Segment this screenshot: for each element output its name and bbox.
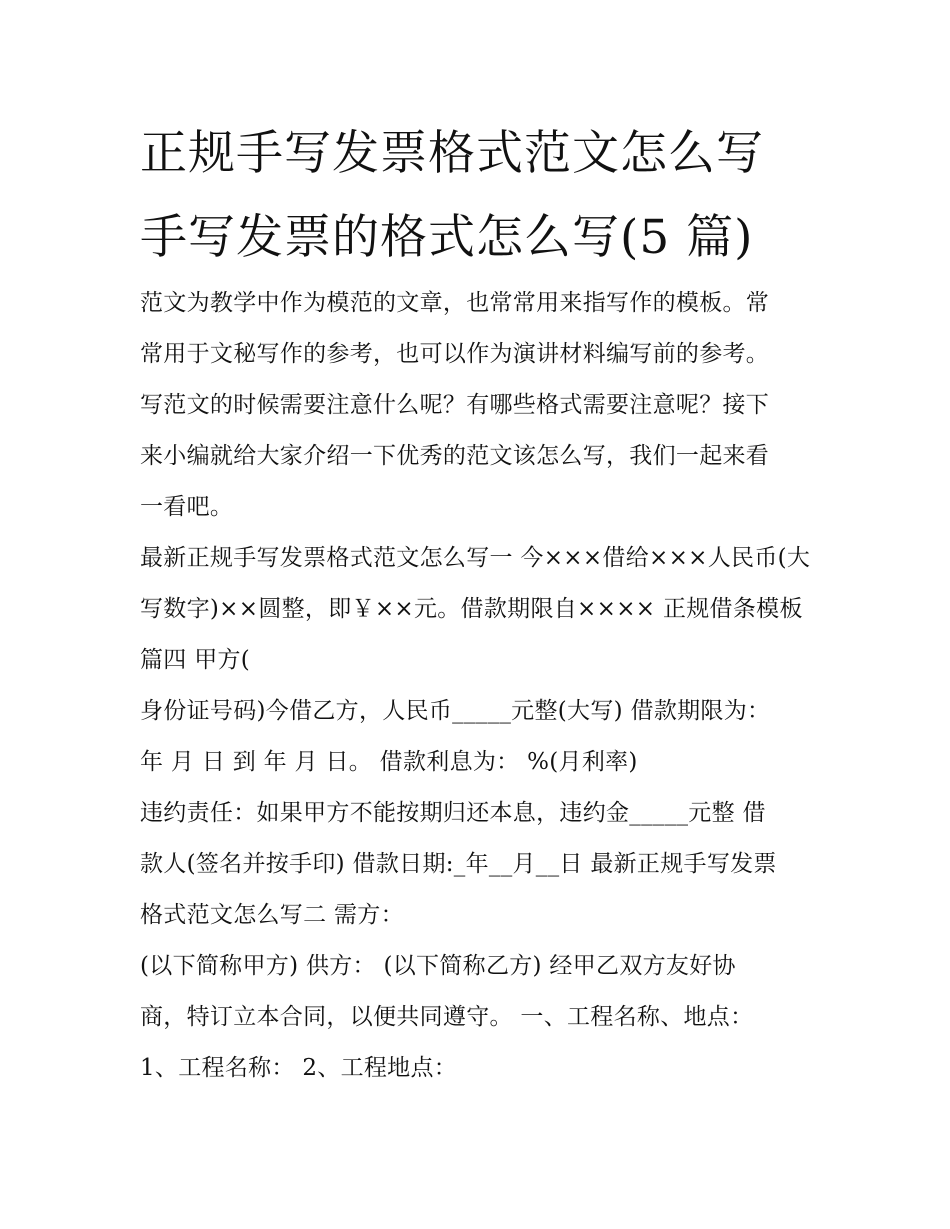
body-line-12: 款人(签名并按手印) 借款日期:_年__月__日 最新正规手写发票 bbox=[140, 851, 777, 877]
body-line-15: 商，特订立本合同，以便共同遵守。 一、工程名称、地点： bbox=[140, 1004, 754, 1030]
body-line-10: 年 月 日 到 年 月 日。 借款利息为： %(月利率) bbox=[140, 749, 638, 775]
body-line-11: 违约责任：如果甲方不能按期归还本息，违约金_____元整 借 bbox=[140, 800, 766, 826]
body-line-1: 范文为教学中作为模范的文章，也常常用来指写作的模板。常 bbox=[140, 290, 770, 316]
title-line-1: 正规手写发票格式范文怎么写 bbox=[140, 126, 764, 181]
body-line-2: 常用于文秘写作的参考，也可以作为演讲材料编写前的参考。 bbox=[140, 341, 770, 367]
body-line-13: 格式范文怎么写二 需方： bbox=[140, 902, 404, 928]
body-line-8: 篇四 甲方( bbox=[140, 647, 251, 673]
body-line-7: 写数字)××圆整，即￥××元。借款期限自×××× 正规借条模板 bbox=[140, 596, 803, 622]
body-line-3: 写范文的时候需要注意什么呢？有哪些格式需要注意呢？接下 bbox=[140, 392, 770, 418]
body-line-16: 1、工程名称： 2、工程地点： bbox=[140, 1055, 458, 1081]
body-line-9: 身份证号码)今借乙方，人民币_____元整(大写) 借款期限为： bbox=[140, 698, 771, 724]
document-body bbox=[140, 278, 840, 1094]
body-line-5: 一看吧。 bbox=[140, 494, 234, 520]
body-line-14: (以下简称甲方) 供方： (以下简称乙方) 经甲乙双方友好协 bbox=[140, 953, 736, 979]
document-title bbox=[140, 112, 840, 280]
body-line-6: 最新正规手写发票格式范文怎么写一 今×××借给×××人民币(大 bbox=[140, 545, 811, 571]
body-line-4: 来小编就给大家介绍一下优秀的范文该怎么写，我们一起来看 bbox=[140, 443, 770, 469]
title-line-2: 手写发票的格式怎么写(5 篇) bbox=[140, 210, 754, 265]
